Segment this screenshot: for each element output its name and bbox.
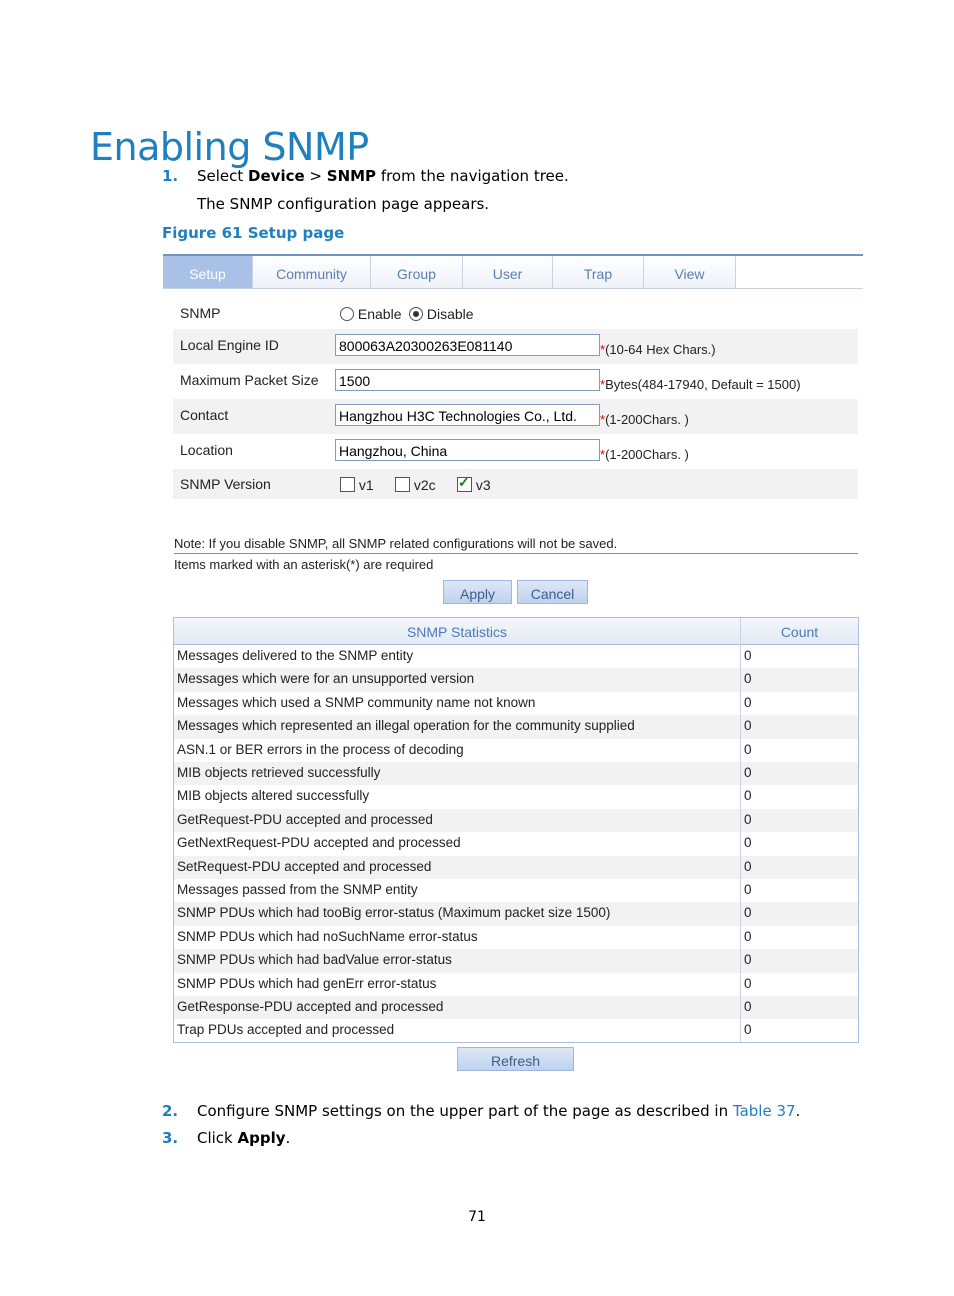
statistic-count: 0	[744, 999, 752, 1014]
statistic-count: 0	[744, 882, 752, 897]
contact-hint: *(1-200Chars. )	[600, 412, 689, 427]
table-row	[174, 692, 858, 715]
location-hint: *(1-200Chars. )	[600, 447, 689, 462]
statistic-name: MIB objects retrieved successfully	[177, 765, 381, 780]
v3-label: v3	[475, 477, 491, 493]
snmp-version-row	[173, 469, 858, 499]
packet-size-input[interactable]: 1500	[335, 369, 600, 391]
table-row	[174, 809, 858, 832]
statistic-name: SNMP PDUs which had noSuchName error-status	[177, 928, 478, 944]
table-row	[174, 1019, 858, 1042]
statistic-count: 0	[744, 811, 752, 827]
statistic-count: 0	[744, 718, 752, 734]
required-text: Items marked with an asterisk(*) are required	[174, 557, 434, 572]
statistic-name: Messages which represented an illegal operation for the community supplied	[177, 718, 635, 734]
page-number: 71	[468, 1209, 486, 1225]
step-text: >	[304, 167, 327, 185]
statistic-name: Messages passed from the SNMP entity	[177, 882, 418, 897]
table-row	[174, 973, 858, 996]
statistic-name: Trap PDUs accepted and processed	[177, 1022, 395, 1038]
v2c-label: v2c	[413, 477, 436, 493]
statistic-count: 0	[744, 952, 752, 968]
statistic-count: 0	[744, 975, 752, 991]
statistic-count: 0	[744, 671, 752, 687]
table-row	[174, 668, 858, 691]
table-row	[174, 902, 858, 925]
step-number: 3.	[162, 1129, 179, 1147]
tab-view[interactable]: View	[644, 256, 736, 288]
packet-size-hint: *Bytes(484-17940, Default = 1500)	[600, 377, 801, 392]
snmp-row	[173, 297, 858, 332]
table-row	[174, 832, 858, 855]
statistic-count: 0	[744, 905, 752, 921]
v1-checkbox[interactable]	[340, 477, 355, 492]
statistic-name: GetResponse-PDU accepted and processed	[177, 999, 444, 1014]
statistic-count: 0	[744, 835, 752, 851]
tab-bar	[163, 254, 863, 289]
table-row	[174, 879, 858, 902]
engine-id-row	[173, 329, 858, 364]
tab-group[interactable]: Group	[371, 256, 463, 288]
apply-word: Apply	[237, 1129, 286, 1147]
table-row	[174, 762, 858, 785]
statistic-name: Messages which used a SNMP community name not known	[177, 694, 536, 710]
table-row	[174, 785, 858, 808]
snmp-label: SNMP	[180, 305, 221, 321]
enable-label: Enable	[357, 306, 402, 322]
table-row	[174, 645, 858, 668]
statistic-count: 0	[744, 741, 752, 757]
step-number: 1.	[162, 167, 179, 185]
step-number: 2.	[162, 1102, 179, 1120]
statistic-name: ASN.1 or BER errors in the process of decoding	[177, 741, 464, 757]
count-header: Count	[741, 618, 858, 645]
step-text: Configure SNMP settings on the upper part of the page as described in	[197, 1102, 733, 1120]
statistic-name: Messages which were for an unsupported version	[177, 671, 475, 687]
step-text: from the navigation tree.	[376, 167, 569, 185]
v3-checkbox[interactable]	[457, 477, 472, 492]
step-text: Select	[197, 167, 249, 185]
tab-user[interactable]: User	[463, 256, 553, 288]
table-row	[174, 739, 858, 762]
step-text: .	[795, 1102, 801, 1120]
packet-size-label: Maximum Packet Size	[180, 372, 319, 388]
statistic-name: Messages delivered to the SNMP entity	[177, 648, 414, 663]
tab-community[interactable]: Community	[253, 256, 371, 288]
table-row	[174, 996, 858, 1019]
refresh-button[interactable]: Refresh	[457, 1047, 574, 1071]
table-row	[174, 715, 858, 738]
statistic-count: 0	[744, 928, 752, 944]
table-row	[174, 856, 858, 879]
statistic-name: SNMP PDUs which had tooBig error-status (Maximum packet size 1500)	[177, 905, 611, 921]
packet-size-row	[173, 364, 858, 399]
disable-radio[interactable]	[409, 307, 423, 321]
table-row	[174, 949, 858, 972]
location-row	[173, 434, 858, 469]
statistic-count: 0	[744, 765, 752, 780]
table-37-link[interactable]: Table 37	[732, 1102, 796, 1120]
snmp-version-label: SNMP Version	[180, 476, 271, 492]
step-text: .	[285, 1129, 291, 1147]
statistic-name: SNMP PDUs which had badValue error-status	[177, 952, 452, 968]
v2c-checkbox[interactable]	[395, 477, 410, 492]
engine-id-input[interactable]: 800063A20300263E081140	[335, 334, 600, 356]
statistic-count: 0	[744, 694, 752, 710]
note-text: Note: If you disable SNMP, all SNMP related configurations will not be saved.	[174, 536, 858, 554]
statistic-name: MIB objects altered successfully	[177, 788, 370, 804]
apply-button[interactable]: Apply	[443, 580, 512, 604]
location-label: Location	[180, 442, 233, 458]
statistic-name: SetRequest-PDU accepted and processed	[177, 858, 432, 874]
column-divider	[740, 618, 741, 1042]
tab-setup[interactable]: Setup	[163, 256, 253, 288]
contact-label: Contact	[180, 407, 229, 423]
statistic-name: GetRequest-PDU accepted and processed	[177, 811, 433, 827]
statistic-name: SNMP PDUs which had genErr error-status	[177, 975, 437, 991]
snmp-statistics-table	[173, 617, 859, 1043]
page-title: Enabling SNMP	[90, 125, 369, 170]
enable-radio[interactable]	[340, 307, 354, 321]
figure-caption: Figure 61 Setup page	[162, 224, 345, 242]
step-text: Click	[197, 1129, 238, 1147]
tab-trap[interactable]: Trap	[553, 256, 644, 288]
statistic-count: 0	[744, 858, 752, 874]
menu-snmp: SNMP	[326, 167, 377, 185]
statistic-count: 0	[744, 788, 752, 804]
statistic-name: GetNextRequest-PDU accepted and processed	[177, 835, 461, 851]
disable-label: Disable	[426, 306, 474, 322]
statistic-count: 0	[744, 648, 752, 663]
stats-header: SNMP Statistics	[174, 618, 740, 645]
cancel-button[interactable]: Cancel	[517, 580, 588, 604]
statistic-count: 0	[744, 1022, 752, 1038]
contact-input[interactable]: Hangzhou H3C Technologies Co., Ltd.	[335, 404, 600, 426]
contact-row	[173, 399, 858, 434]
location-input[interactable]: Hangzhou, China	[335, 439, 600, 461]
v1-label: v1	[358, 477, 374, 493]
engine-id-hint: *(10-64 Hex Chars.)	[600, 342, 716, 357]
menu-device: Device	[248, 167, 305, 185]
engine-id-label: Local Engine ID	[180, 337, 279, 353]
table-row	[174, 926, 858, 949]
